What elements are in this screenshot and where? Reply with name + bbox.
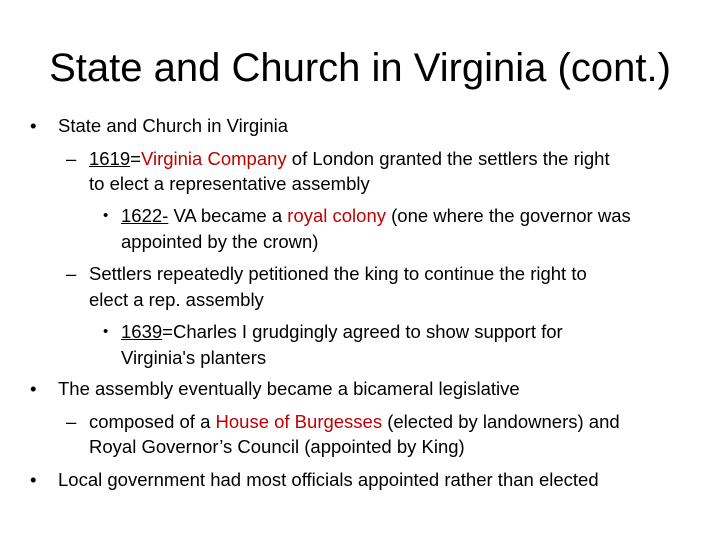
bullet-dash: –: [66, 263, 77, 284]
year-1622: 1622-: [121, 205, 169, 226]
bullet-dash: –: [66, 411, 77, 432]
bullet-1639: [121, 318, 563, 347]
bullet-settlers-cont: elect a rep. assembly: [89, 289, 264, 310]
bullet-1639-cont: Virginia's planters: [121, 347, 267, 368]
bullet-1-text: State and Church in Virginia: [58, 115, 289, 136]
bullet-composed-cont: Royal Governor’s Council (appointed by King): [89, 436, 465, 457]
bullet-1622-cont: appointed by the crown): [121, 231, 319, 252]
bullet-dash: –: [66, 148, 77, 169]
bullet-composed-rest: (elected by landowners) and: [382, 411, 620, 432]
house-of-burgesses-term: House of Burgesses: [215, 411, 383, 432]
bullet-dot: •: [30, 378, 37, 399]
virginia-company-term: Virginia Company: [140, 148, 287, 169]
bullet-1619-rest: of London granted the settlers the right: [286, 148, 610, 169]
bullet-local-government: Local government had most officials appointed rather than elected: [58, 469, 599, 490]
bullet-1622: [121, 202, 631, 231]
year-1639: 1639: [121, 321, 163, 342]
equals-sign: =: [130, 148, 141, 169]
bullet-1619-cont: to elect a representative assembly: [89, 173, 370, 194]
bullet-1622-mid: VA became a: [168, 205, 288, 226]
bullet-assembly: The assembly eventually became a bicameral legislative: [58, 378, 520, 399]
year-1619: 1619: [89, 148, 131, 169]
bullet-dot: •: [103, 207, 109, 224]
bullet-dot: •: [30, 469, 37, 490]
bullet-settlers: Settlers repeatedly petitioned the king to continue the right to: [89, 263, 587, 284]
bullet-1622-rest: (one where the governor was: [386, 205, 631, 226]
bullet-dot: •: [103, 323, 109, 340]
bullet-composed-pre: composed of a: [89, 411, 216, 432]
slide-title: State and Church in Virginia (cont.): [49, 46, 671, 90]
bullet-dot: •: [30, 115, 37, 136]
bullet-1639-rest: =Charles I grudgingly agreed to show support for: [162, 321, 563, 342]
royal-colony-term: royal colony: [287, 205, 386, 226]
